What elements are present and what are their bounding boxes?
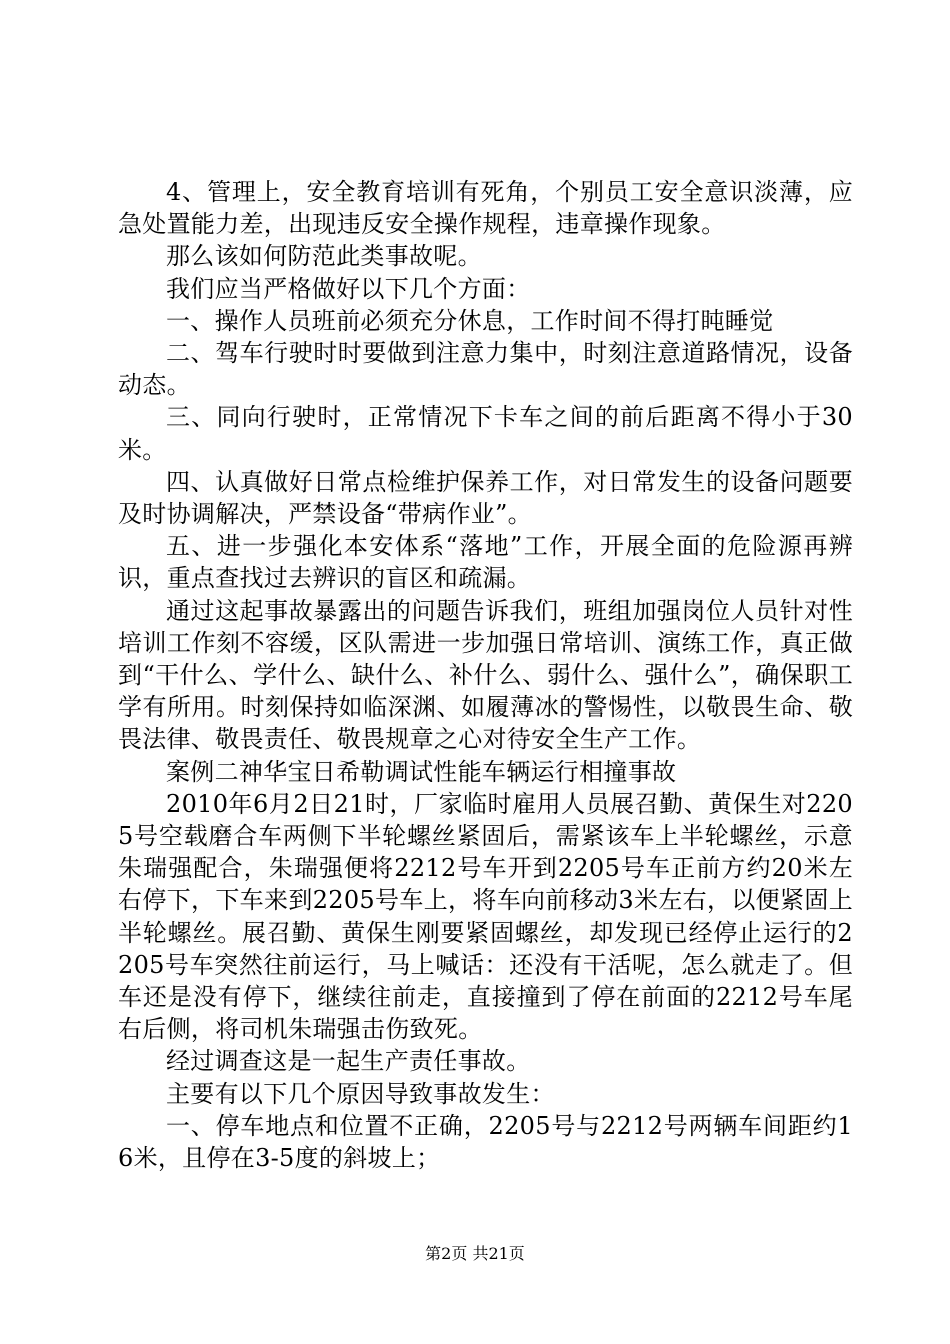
paragraph-measure-2: 二、驾车行驶时时要做到注意力集中，时刻注意道路情况，设备动态。 [118,339,853,400]
paragraph-measures-intro: 我们应当严格做好以下几个方面： [166,274,531,303]
paragraph-lessons: 通过这起事故暴露出的问题告诉我们，班组加强岗位人员针对性培训工作刻不容缓，区队需进一步加强日常培训、演练工作，真正做到“干什么、学什么、缺什么、补什么、弱什么、强什么”，确保职工学有所用。时刻保持如临深渊、如履薄冰的警惕性，以敬畏生命、敬畏法律、敬畏责任、敬畏规章之心对待安全生产工作。 [118,596,853,754]
page-footer: 第2页 共21页 [425,1244,525,1263]
paragraph-measure-5: 五、进一步强化本安体系“落地”工作，开展全面的危险源再辨识，重点查找过去辨识的盲区和疏漏。 [118,532,853,593]
paragraph-prevention-question: 那么该如何防范此类事故呢。 [166,242,482,271]
paragraph-investigation-result: 经过调查这是一起生产责任事故。 [166,1047,531,1076]
paragraph-measure-3: 三、同向行驶时，正常情况下卡车之间的前后距离不得小于30米。 [118,403,853,464]
paragraph-measure-1: 一、操作人员班前必须充分休息，工作时间不得打盹睡觉 [166,306,774,335]
paragraph-cause-1: 一、停车地点和位置不正确，2205号与2212号两辆车间距约16米，且停在3-5度的斜坡上； [118,1111,853,1173]
paragraph-management-issue: 4、管理上，安全教育培训有死角，个别员工安全意识淡薄，应急处置能力差，出现违反安全操作规程，违章操作现象。 [118,178,853,239]
paragraph-measure-4: 四、认真做好日常点检维护保养工作，对日常发生的设备问题要及时协调解决，严禁设备“带病作业”。 [118,467,853,529]
paragraph-case-two-title: 案例二神华宝日希勒调试性能车辆运行相撞事故 [166,757,677,786]
paragraph-causes-intro: 主要有以下几个原因导致事故发生： [166,1079,555,1108]
paragraph-case-two-narrative: 2010年6月2日21时，厂家临时雇用人员展召勤、黄保生对2205号空载磨合车两侧下半轮螺丝紧固后，需紧该车上半轮螺丝，示意朱瑞强配合，朱瑞强便将2212号车开到2205号车正前方约20米左右停下，下车来到2205号车上，将车向前移动3米左右，以便紧固上半轮螺丝。展召勤、黄保生刚要紧固螺丝，却发现已经停止运行的2205号车突然往前运行，马上喊话：还没有干活呢，怎么就走了。但车还是没有停下，继续往前走，直接撞到了停在前面的2212号车尾右后侧，将司机朱瑞强击伤致死。 [118,789,853,1044]
document-body [118,176,853,1174]
